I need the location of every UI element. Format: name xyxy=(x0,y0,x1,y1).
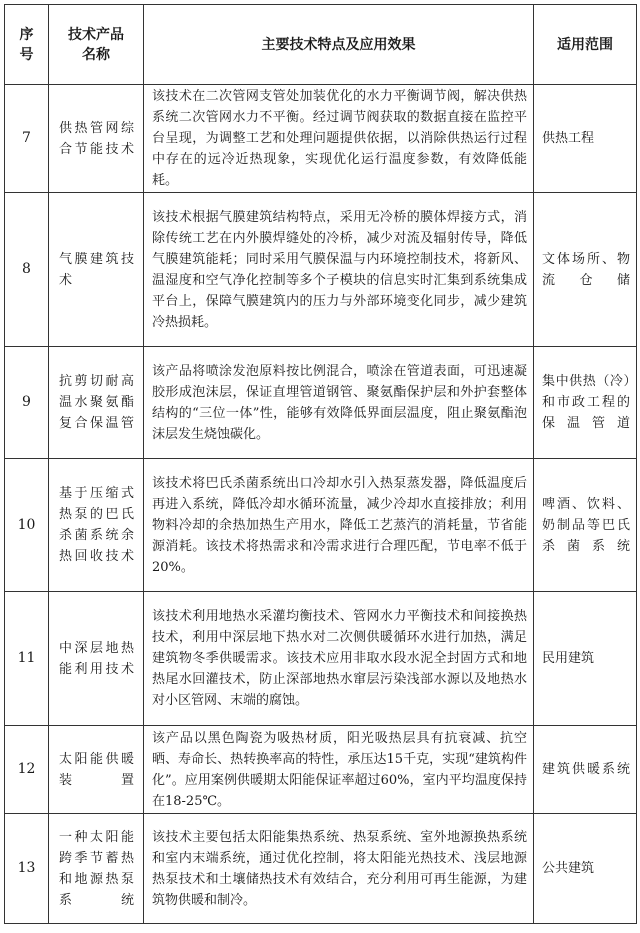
table-row xyxy=(5,347,637,459)
header-row xyxy=(5,5,637,85)
row-scope: 建筑供暖系统 xyxy=(534,726,637,814)
table-row xyxy=(5,726,637,814)
row-scope: 啤酒、饮料、奶制品等巴氏杀菌系统 xyxy=(534,459,637,592)
row-desc: 该产品以黑色陶瓷为吸热材质，阳光吸热层具有抗衰减、抗空晒、寿命长、热转换率高的特性，承压达15千克，实现“建筑构件化”。应用案例供暖期太阳能保证率超过60%，室内平均温度保持在18-25℃。 xyxy=(144,726,534,814)
table-row xyxy=(5,814,637,924)
row-scope: 供热工程 xyxy=(534,85,637,193)
header-name: 技术产品名称 xyxy=(49,5,144,85)
row-no: 12 xyxy=(5,726,49,814)
row-name: 基于压缩式热泵的巴氏杀菌系统余热回收技术 xyxy=(49,459,144,592)
row-name: 一种太阳能跨季节蓄热和地源热泵系统 xyxy=(49,814,144,924)
row-no: 11 xyxy=(5,592,49,726)
row-scope: 民用建筑 xyxy=(534,592,637,726)
row-desc: 该技术在二次管网支管处加装优化的水力平衡调节阀，解决供热系统二次管网水力不平衡。经过调节阀获取的数据直接在监控平台呈现，为调整工艺和处理问题提供依据，以消除供热运行过程中存在的远冷近热现象，实现优化运行温度参数，有效降低能耗。 xyxy=(144,85,534,193)
row-scope: 文体场所、物流仓储 xyxy=(534,193,637,347)
row-name: 中深层地热能利用技术 xyxy=(49,592,144,726)
table-row xyxy=(5,193,637,347)
row-no: 7 xyxy=(5,85,49,193)
row-desc: 该技术主要包括太阳能集热系统、热泵系统、室外地源换热系统和室内末端系统，通过优化控制，将太阳能光热技术、浅层地源热泵技术和土壤储热技术有效结合，充分利用可再生能源，为建筑物供暖和制冷。 xyxy=(144,814,534,924)
row-desc: 该技术将巴氏杀菌系统出口冷却水引入热泵蒸发器，降低温度后再进入系统，降低冷却水循环流量，减少冷却水直接排放；利用物料冷却的余热加热生产用水，降低工艺蒸汽的消耗量，节省能源消耗。该技术将热需求和冷需求进行合理匹配，节电率不低于20%。 xyxy=(144,459,534,592)
row-name: 供热管网综合节能技术 xyxy=(49,85,144,193)
row-desc: 该技术根据气膜建筑结构特点，采用无冷桥的膜体焊接方式，消除传统工艺在内外膜焊缝处的冷桥，减少对流及辐射传导，降低气膜建筑能耗；同时采用气膜保温与内环境控制技术，将新风、温湿度和空气净化控制等多个子模块的信息实时汇集到系统集成平台上，保障气膜建筑内的压力与外部环境变化同步，减少建筑冷热损耗。 xyxy=(144,193,534,347)
row-name: 抗剪切耐高温水聚氨酯复合保温管 xyxy=(49,347,144,459)
table-row xyxy=(5,85,637,193)
header-desc: 主要技术特点及应用效果 xyxy=(144,5,534,85)
technology-table xyxy=(4,4,637,924)
row-no: 8 xyxy=(5,193,49,347)
row-name: 太阳能供暖装置 xyxy=(49,726,144,814)
row-name: 气膜建筑技术 xyxy=(49,193,144,347)
header-no: 序号 xyxy=(5,5,49,85)
row-scope: 公共建筑 xyxy=(534,814,637,924)
row-no: 10 xyxy=(5,459,49,592)
header-scope: 适用范围 xyxy=(534,5,637,85)
row-desc: 该技术利用地热水采灌均衡技术、管网水力平衡技术和间接换热技术，利用中深层地下热水对二次侧供暖循环水进行加热，满足建筑物冬季供暖需求。该技术应用非取水段水泥全封固方式和地热尾水回灌技术，防止深部地热水窜层污染浅部水源以及地热水对小区管网、末端的腐蚀。 xyxy=(144,592,534,726)
row-scope: 集中供热（冷）和市政工程的保温管道 xyxy=(534,347,637,459)
row-no: 13 xyxy=(5,814,49,924)
table-row xyxy=(5,592,637,726)
table-row xyxy=(5,459,637,592)
row-desc: 该产品将喷涂发泡原料按比例混合，喷涂在管道表面，可迅速凝胶形成泡沫层，保证直埋管道钢管、聚氨酯保护层和外护套整体结构的“三位一体”性，能够有效降低界面层温度，阻止聚氨酯泡沫层发生烧蚀碳化。 xyxy=(144,347,534,459)
row-no: 9 xyxy=(5,347,49,459)
